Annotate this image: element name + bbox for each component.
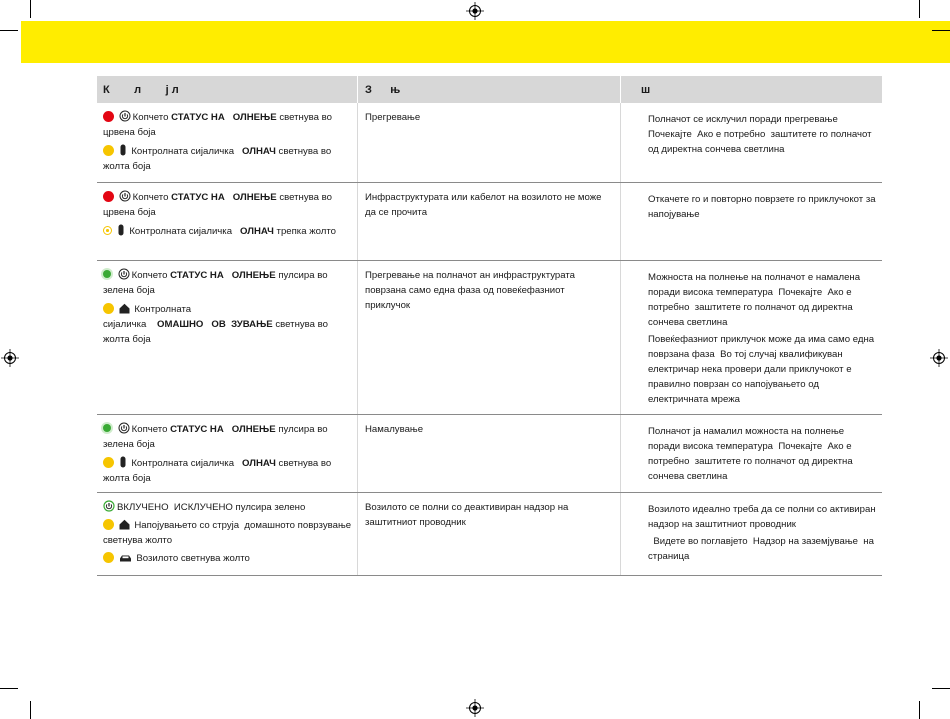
- solution-cell: Полначот ја намалил можноста на полнење поради висока температура Почекајте Ако е потребно заштитете го полначот од директна сончева светлина: [648, 426, 853, 482]
- crop-mark: [919, 701, 920, 719]
- yellow-blinking-light-icon: [103, 226, 112, 235]
- indicator-cell: ВКЛУЧЕНО ИСКЛУЧЕНО пулсира зелено Напојувањето со струја домашното поврзување светнува жолто Возилото светнува жолто: [97, 493, 358, 575]
- charger-icon: [117, 224, 125, 236]
- table-row: [97, 493, 882, 576]
- registration-mark-icon: [466, 2, 484, 20]
- registration-mark-icon: [930, 349, 948, 367]
- column-header-cause: З њ: [358, 76, 621, 103]
- power-ring-icon: [118, 422, 130, 434]
- crop-mark: [0, 688, 18, 689]
- indicator-cell: Копчето СТАТУС НА ОЛНЕЊЕ пулсира во зелена боја Контролната сијаличка ОЛНАЧ светнува во жолта боја: [97, 415, 358, 492]
- cause-cell: Инфраструктурата или кабелот на возилото не може да се прочита: [358, 183, 621, 260]
- cause-cell: Прегревање: [358, 103, 621, 182]
- column-header-indicator: К л ј л: [97, 76, 358, 103]
- registration-mark-icon: [466, 699, 484, 717]
- cause-cell: Возилото се полни со деактивиран надзор на заштитниот проводник: [358, 493, 621, 575]
- red-light-icon: [103, 111, 114, 122]
- crop-mark: [932, 688, 950, 689]
- power-ring-icon: [118, 268, 130, 280]
- power-ring-icon: [119, 190, 131, 202]
- table-header: [97, 76, 882, 103]
- yellow-light-icon: [103, 457, 114, 468]
- solution-cell: Полначот се исклучил поради прегревање Почекајте Ако е потребно заштитете го полначот од директна сончева светлина: [648, 114, 872, 155]
- crop-mark: [932, 30, 950, 31]
- solution-cell: Возилото идеално треба да се полни со активиран надзор на заштитниот проводник Видете во поглавјето Надзор на заземјување на страница: [648, 504, 876, 562]
- indicator-cell: Копчето СТАТУС НА ОЛНЕЊЕ пулсира во зелена боја Контролната сијаличка ОМАШНО ОВ ЗУВАЊЕ светнува во жолта боја: [97, 261, 358, 414]
- charger-icon: [119, 456, 127, 468]
- indicator-cell: Копчето СТАТУС НА ОЛНЕЊЕ светнува во црвена боја Контролната сијаличка ОЛНАЧ трепка жолто: [97, 183, 358, 260]
- green-pulsing-light-icon: [103, 424, 111, 432]
- indicator-cell: Копчето СТАТУС НА ОЛНЕЊЕ светнува во црвена боја Контролната сијаличка ОЛНАЧ светнува во жолта боја: [97, 103, 358, 182]
- house-icon: [119, 303, 130, 314]
- solution-cell: Откачете го и повторно поврзете го приклучокот за напојување: [648, 194, 876, 220]
- charger-icon: [119, 144, 127, 156]
- crop-mark: [30, 701, 31, 719]
- table-row: [97, 103, 882, 183]
- yellow-light-icon: [103, 145, 114, 156]
- troubleshooting-table: [97, 76, 882, 576]
- column-header-solution: ш: [641, 83, 651, 96]
- table-row: [97, 415, 882, 493]
- solution-cell: Можноста на полнење на полначот е намалена поради висока температура Почекајте Ако е потребно заштитете го полначот од директна сончева светлина Повеќефазниот приклучок може да има само една поврзана фаза Во тој случај квалификуван електричар нека провери дали приклучокот е правилно поврзан со напојувањето од електричната мрежа: [648, 272, 875, 405]
- red-light-icon: [103, 191, 114, 202]
- yellow-light-icon: [103, 552, 114, 563]
- green-pulsing-light-icon: [103, 270, 111, 278]
- crop-mark: [0, 30, 18, 31]
- registration-mark-icon: [1, 349, 19, 367]
- table-row: [97, 261, 882, 415]
- yellow-light-icon: [103, 519, 114, 530]
- table-row: [97, 183, 882, 261]
- cause-cell: Намалување: [358, 415, 621, 492]
- yellow-light-icon: [103, 303, 114, 314]
- cause-cell: Прегревање на полначот ан инфраструктурата поврзана само една фаза од повеќефазниот приклучок: [358, 261, 621, 414]
- crop-mark: [30, 0, 31, 18]
- house-icon: [119, 519, 130, 530]
- car-icon: [119, 554, 132, 563]
- power-ring-icon: [103, 500, 115, 512]
- header-band: [21, 21, 950, 63]
- power-ring-icon: [119, 110, 131, 122]
- crop-mark: [919, 0, 920, 18]
